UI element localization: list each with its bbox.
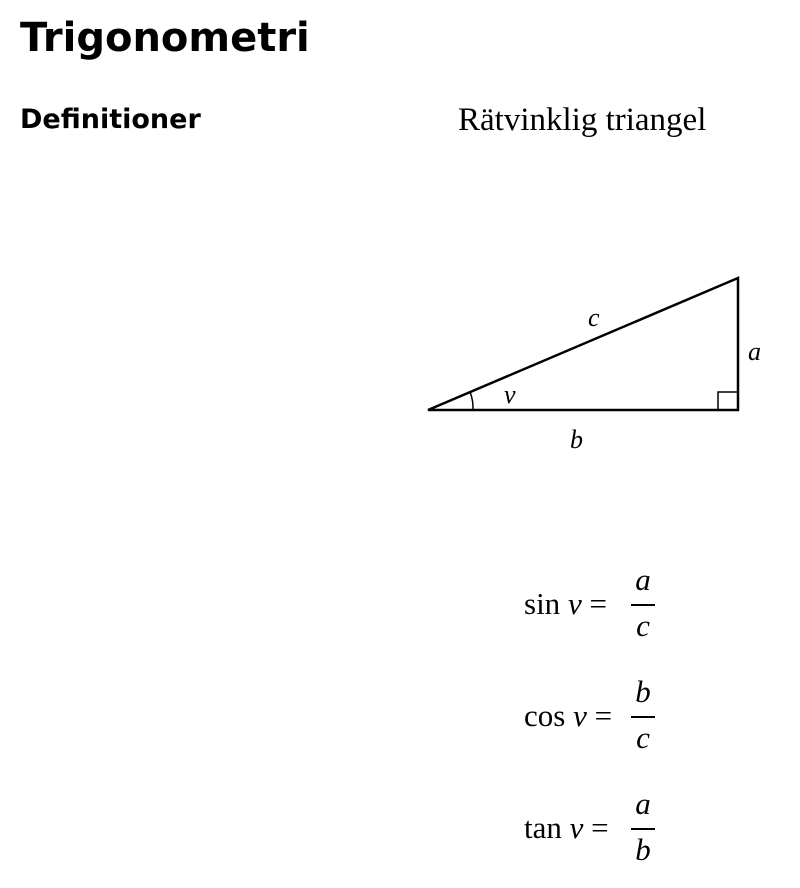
angle-variable: v: [567, 586, 582, 621]
hypotenuse-label: c: [588, 303, 600, 332]
section-heading: Definitioner: [20, 104, 201, 135]
fraction-bar: [631, 604, 655, 606]
function-name: tan: [524, 810, 562, 845]
fraction-bar: [631, 828, 655, 830]
numerator: a: [635, 786, 651, 821]
right-triangle-diagram: [400, 260, 800, 460]
figure-caption: Rätvinklig triangel: [458, 102, 707, 138]
angle-arc: [470, 393, 473, 410]
angle-variable: v: [569, 810, 584, 845]
equals-sign: =: [591, 810, 609, 845]
right-angle-marker: [718, 392, 738, 410]
equals-sign: =: [594, 698, 613, 733]
fraction: [629, 562, 657, 648]
numerator: b: [635, 674, 651, 709]
function-name: sin: [524, 586, 561, 621]
adjacent-side-label: b: [570, 425, 583, 454]
page-title: Trigonometri: [20, 15, 310, 61]
equals-sign: =: [589, 586, 607, 621]
denominator: c: [636, 720, 650, 755]
angle-variable: v: [573, 698, 587, 733]
denominator: b: [635, 832, 651, 867]
opposite-side-label: a: [748, 337, 761, 366]
angle-label: v: [504, 380, 516, 409]
fraction: [629, 674, 657, 760]
sine-formula: [524, 562, 664, 652]
triangle-outline: [428, 278, 738, 410]
tangent-formula: [524, 786, 664, 876]
fraction: [629, 786, 657, 872]
cosine-formula: [524, 674, 664, 764]
numerator: a: [635, 562, 651, 597]
denominator: c: [636, 608, 650, 643]
fraction-bar: [631, 716, 655, 718]
function-name: cos: [524, 698, 566, 733]
